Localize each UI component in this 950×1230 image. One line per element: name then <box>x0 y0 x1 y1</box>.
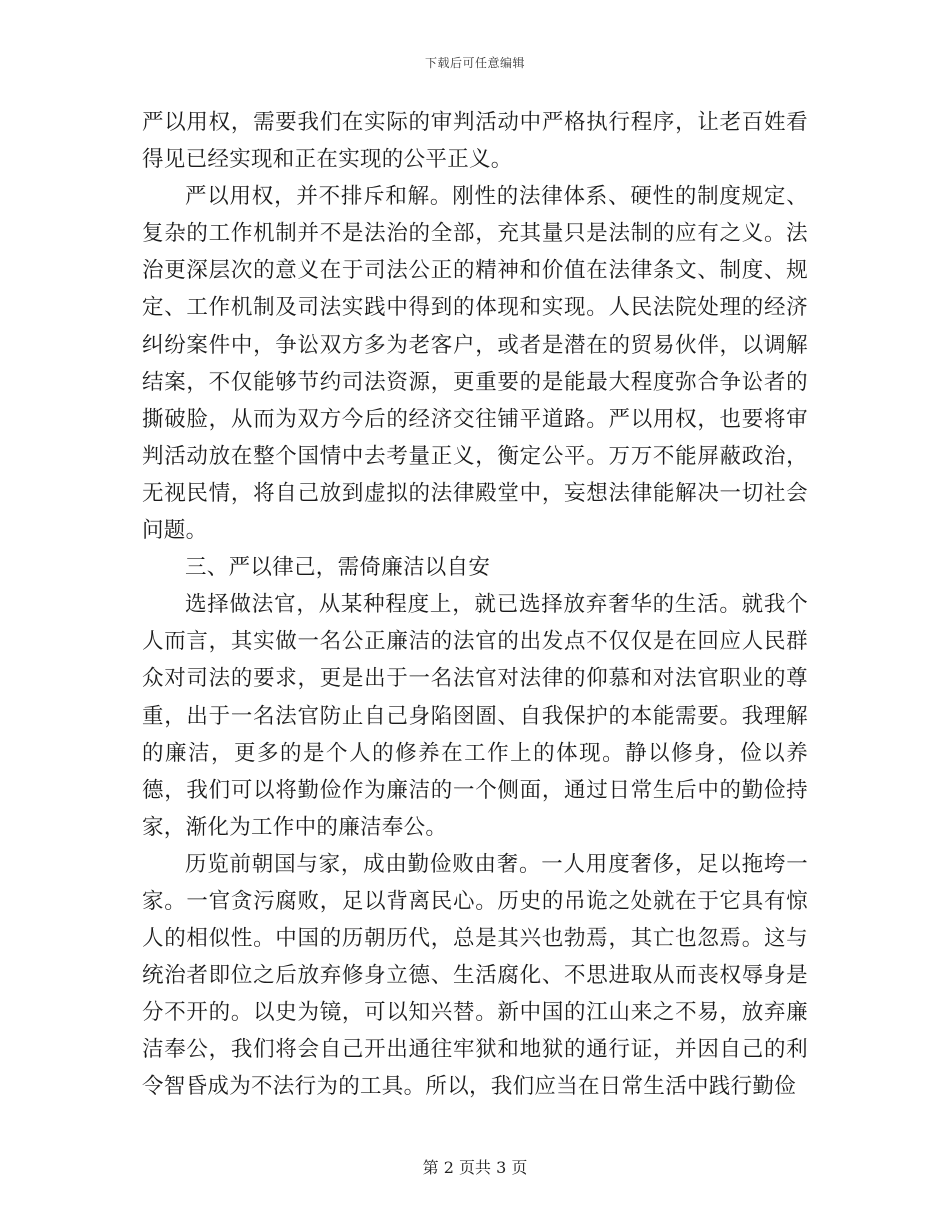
document-body <box>142 104 808 1106</box>
page-header: 下载后可任意编辑 <box>424 56 525 70</box>
page-footer: 第 2 页共 3 页 <box>422 1158 528 1177</box>
paragraph: 选择做法官，从某种程度上，就已选择放弃奢华的生活。就我个人而言，其实做一名公正廉洁的法官的出发点不仅仅是在回应人民群众对司法的要求，更是出于一名法官对法律的仰慕和对法官职业的尊重，出于一名法官防止自己身陷囹圄、自我保护的本能需要。我理解的廉洁，更多的是个人的修养在工作上的体现。静以修身，俭以养德，我们可以将勤俭作为廉洁的一个侧面，通过日常生后中的勤俭持家，渐化为工作中的廉洁奉公。 <box>142 592 808 840</box>
paragraph: 严以用权，需要我们在实际的审判活动中严格执行程序，让老百姓看得见已经实现和正在实现的公平正义。 <box>142 110 808 173</box>
paragraph: 历览前朝国与家，成由勤俭败由奢。一人用度奢侈，足以拖垮一家。一官贪污腐败，足以背离民心。历史的吊诡之处就在于它具有惊人的相似性。中国的历朝历代，总是其兴也勃焉，其亡也忽焉。这与统治者即位之后放弃修身立德、生活腐化、不思进取从而丧权辱身是分不开的。以史为镜，可以知兴替。新中国的江山来之不易，放弃廉洁奉公，我们将会自己开出通往牢狱和地狱的通行证，并因自己的利令智昏成为不法行为的工具。所以，我们应当在日常生活中践行勤俭 <box>142 851 808 1100</box>
section-heading: 三、严以律己，需倚廉洁以自安 <box>185 555 491 581</box>
paragraph: 严以用权，并不排斥和解。刚性的法律体系、硬性的制度规定、复杂的工作机制并不是法治的全部，充其量只是法制的应有之义。法治更深层次的意义在于司法公正的精神和价值在法律条文、制度、规定、工作机制及司法实践中得到的体现和实现。人民法院处理的经济纠纷案件中，争讼双方多为老客户，或者是潜在的贸易伙伴，以调解结案，不仅能够节约司法资源，更重要的是能最大程度弥合争讼者的撕破脸，从而为双方今后的经济交往铺平道路。严以用权，也要将审判活动放在整个国情中去考量正义，衡定公平。万万不能屏蔽政治，无视民情，将自己放到虚拟的法律殿堂中，妄想法律能解决一切社会问题。 <box>142 184 808 544</box>
